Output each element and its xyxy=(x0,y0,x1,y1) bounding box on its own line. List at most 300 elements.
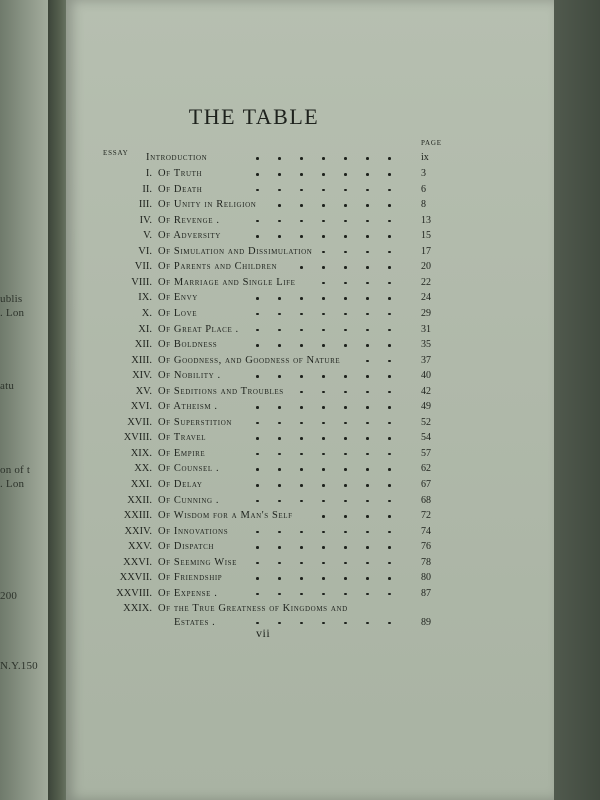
leader-dot xyxy=(300,235,303,238)
leader-dots xyxy=(66,570,442,586)
leader-dot xyxy=(322,204,325,207)
leader-dot xyxy=(278,406,281,409)
toc-entry-page: 54 xyxy=(421,432,431,444)
toc-entry xyxy=(66,197,442,213)
leader-dots xyxy=(66,586,442,602)
toc-entry xyxy=(66,353,442,369)
leader-dot xyxy=(388,391,391,394)
toc-entry xyxy=(66,275,442,291)
leader-dot xyxy=(366,344,369,347)
leader-dots xyxy=(66,539,442,555)
leader-dot xyxy=(322,531,325,534)
toc-entry-page: 62 xyxy=(421,463,431,475)
leader-dots xyxy=(66,150,442,166)
toc-entry-page: 3 xyxy=(421,168,426,179)
toc-entry-numeral: IV. xyxy=(139,214,152,226)
toc-entry xyxy=(66,477,442,493)
leader-dot xyxy=(300,546,303,549)
leader-dot xyxy=(366,515,369,518)
leader-dot xyxy=(366,406,369,409)
leader-dots xyxy=(66,259,442,275)
leader-dot xyxy=(366,173,369,176)
toc-entry-title: Of Travel xyxy=(158,432,207,444)
leader-dot xyxy=(300,189,303,192)
leader-dot xyxy=(388,437,391,440)
toc-entry-page: 67 xyxy=(421,479,431,490)
leader-dot xyxy=(344,515,347,518)
toc-entry-title: Of the True Greatness of Kingdoms and xyxy=(158,603,348,615)
leader-dot xyxy=(366,220,369,223)
leader-dot xyxy=(388,282,391,285)
leader-dot xyxy=(344,173,347,176)
toc-entry xyxy=(66,228,442,244)
leader-dot xyxy=(366,282,369,285)
leader-dot xyxy=(300,204,303,207)
leader-dot xyxy=(300,422,303,425)
toc-entry xyxy=(66,586,442,602)
toc-entry-numeral: XXIX. xyxy=(123,603,152,615)
leader-dot xyxy=(256,546,259,549)
toc-entry xyxy=(66,290,442,306)
toc-entry-title: Of Great Place . xyxy=(158,323,239,335)
leader-dots xyxy=(66,508,442,524)
leader-dot xyxy=(344,329,347,332)
toc-entry-page: 76 xyxy=(421,541,431,553)
leader-dot xyxy=(322,266,325,269)
toc-entry-page: 24 xyxy=(421,292,431,304)
leader-dot xyxy=(388,297,391,300)
leader-dot xyxy=(300,157,303,160)
toc-entry xyxy=(66,555,442,571)
toc-entry-numeral: XX. xyxy=(134,463,152,475)
leader-dot xyxy=(388,577,391,580)
toc-entry-numeral: XVII. xyxy=(127,416,152,428)
leader-dot xyxy=(344,266,347,269)
toc-entry-page: ix xyxy=(421,152,429,163)
leader-dot xyxy=(278,220,281,223)
toc-entry xyxy=(66,337,442,353)
leader-dots xyxy=(66,461,442,477)
toc-entry-page: 89 xyxy=(421,616,431,628)
leader-dot xyxy=(388,593,391,596)
leader-dots xyxy=(66,197,442,213)
toc-entry-numeral: XXI. xyxy=(130,479,152,490)
leader-dot xyxy=(366,500,369,503)
leader-dot xyxy=(322,235,325,238)
leader-dot xyxy=(300,375,303,378)
toc-entry-title: Of Envy xyxy=(158,292,198,304)
toc-entry-title: Of Friendship xyxy=(158,572,223,584)
leader-dot xyxy=(256,220,259,223)
toc-entry xyxy=(66,493,442,509)
leader-dot xyxy=(388,546,391,549)
leader-dot xyxy=(366,266,369,269)
right-background xyxy=(552,0,600,800)
leader-dot xyxy=(300,297,303,300)
leader-dot xyxy=(300,437,303,440)
leader-dot xyxy=(256,297,259,300)
toc-entry-title: Of Goodness, and Goodness of Nature xyxy=(158,354,341,366)
toc-entry-title: Of Superstition xyxy=(158,416,233,428)
leader-dot xyxy=(388,622,391,625)
leader-dot xyxy=(256,577,259,580)
leader-dot xyxy=(344,422,347,425)
leader-dot xyxy=(278,422,281,425)
leader-dots xyxy=(66,337,442,353)
leader-dot xyxy=(322,391,325,394)
toc-entry-title-continued: Estates . xyxy=(174,616,216,628)
leader-dot xyxy=(300,344,303,347)
leader-dot xyxy=(388,173,391,176)
leader-dots xyxy=(66,228,442,244)
leader-dot xyxy=(366,189,369,192)
toc-entry-title: Of Unity in Religion xyxy=(158,199,257,211)
toc-entry-page: 87 xyxy=(421,587,431,599)
leader-dot xyxy=(388,251,391,254)
toc-entry-numeral: XXVIII. xyxy=(116,587,152,599)
leader-dot xyxy=(278,297,281,300)
leader-dot xyxy=(322,453,325,456)
leader-dot xyxy=(388,531,391,534)
toc-entry-numeral: XXII. xyxy=(127,494,152,506)
toc-entry-numeral: XII. xyxy=(134,339,152,351)
previous-page-fragment: . Lon xyxy=(0,307,25,319)
toc-entry-numeral: XVI. xyxy=(130,401,152,413)
leader-dot xyxy=(388,500,391,503)
leader-dot xyxy=(366,235,369,238)
toc-entry-continuation xyxy=(66,615,442,631)
previous-page-fragment: ublis xyxy=(0,293,23,305)
leader-dot xyxy=(256,453,259,456)
leader-dot xyxy=(322,468,325,471)
leader-dot xyxy=(344,484,347,487)
leader-dot xyxy=(366,157,369,160)
leader-dot xyxy=(344,297,347,300)
previous-page xyxy=(0,0,48,800)
toc-entry-page: 17 xyxy=(421,245,431,257)
leader-dots xyxy=(66,306,442,322)
leader-dot xyxy=(278,500,281,503)
toc-entry-numeral: XXIV. xyxy=(124,525,152,537)
leader-dot xyxy=(256,329,259,332)
leader-dot xyxy=(278,344,281,347)
toc-entry xyxy=(66,166,442,182)
essay-column-heading: ESSAY xyxy=(103,149,129,157)
toc-entry-title: Of Empire xyxy=(158,447,206,459)
toc-entry-numeral: XXV. xyxy=(127,541,152,553)
leader-dot xyxy=(344,251,347,254)
toc-entry-numeral: VII. xyxy=(134,261,152,273)
leader-dots xyxy=(66,290,442,306)
previous-page-fragment: 200 xyxy=(0,590,18,602)
leader-dot xyxy=(366,468,369,471)
leader-dot xyxy=(388,329,391,332)
leader-dot xyxy=(388,313,391,316)
toc-entry-title: Of Love xyxy=(158,307,198,319)
leader-dot xyxy=(366,422,369,425)
leader-dot xyxy=(256,189,259,192)
leader-dot xyxy=(300,453,303,456)
toc-entry-title: Of Wisdom for a Man's Self xyxy=(158,510,293,522)
leader-dot xyxy=(366,375,369,378)
leader-dot xyxy=(344,468,347,471)
leader-dot xyxy=(322,422,325,425)
leader-dot xyxy=(322,189,325,192)
leader-dot xyxy=(256,531,259,534)
leader-dot xyxy=(256,437,259,440)
leader-dot xyxy=(366,329,369,332)
leader-dot xyxy=(278,562,281,565)
leader-dot xyxy=(256,173,259,176)
leader-dot xyxy=(322,329,325,332)
leader-dots xyxy=(66,524,442,540)
leader-dot xyxy=(256,313,259,316)
toc-entry-title: Of Seditions and Troubles xyxy=(158,385,284,397)
toc-entry-title: Of Expense . xyxy=(158,587,218,599)
leader-dot xyxy=(256,593,259,596)
toc-entry-title: Of Seeming Wise xyxy=(158,556,238,568)
leader-dot xyxy=(300,329,303,332)
leader-dots xyxy=(66,322,442,338)
leader-dot xyxy=(366,360,369,363)
leader-dot xyxy=(300,500,303,503)
leader-dot xyxy=(278,375,281,378)
toc-entry-title: Of Parents and Children xyxy=(158,261,278,273)
leader-dot xyxy=(366,437,369,440)
toc-entry-numeral: XIX. xyxy=(130,447,152,459)
leader-dot xyxy=(256,235,259,238)
previous-page-fragment: . Lon xyxy=(0,478,25,490)
leader-dot xyxy=(344,562,347,565)
leader-dot xyxy=(388,375,391,378)
toc-entry-numeral: VIII. xyxy=(131,276,152,288)
toc-entry-page: 31 xyxy=(421,323,431,335)
toc-entry-page: 78 xyxy=(421,556,431,568)
leader-dot xyxy=(278,329,281,332)
leader-dot xyxy=(388,484,391,487)
leader-dot xyxy=(322,406,325,409)
toc-entry-title: Of Revenge . xyxy=(158,214,220,226)
toc-entry-page: 8 xyxy=(421,199,426,211)
leader-dot xyxy=(344,235,347,238)
leader-dot xyxy=(366,297,369,300)
toc-entry-numeral: XIV. xyxy=(132,370,152,382)
toc-entry-title: Of Atheism . xyxy=(158,401,218,413)
toc-entry-page: 57 xyxy=(421,447,431,459)
leader-dot xyxy=(322,220,325,223)
leader-dot xyxy=(388,468,391,471)
toc-entry xyxy=(66,306,442,322)
toc-entry xyxy=(66,368,442,384)
leader-dot xyxy=(322,313,325,316)
leader-dot xyxy=(322,562,325,565)
leader-dot xyxy=(344,391,347,394)
leader-dot xyxy=(388,157,391,160)
leader-dot xyxy=(322,375,325,378)
leader-dots xyxy=(66,384,442,400)
toc-entry-title: Of Counsel . xyxy=(158,463,220,475)
leader-dot xyxy=(256,422,259,425)
leader-dots xyxy=(66,399,442,415)
leader-dot xyxy=(344,531,347,534)
toc-entry-numeral: XXIII. xyxy=(123,510,152,522)
toc-entry-page: 49 xyxy=(421,401,431,413)
leader-dot xyxy=(322,282,325,285)
toc-entry-page: 37 xyxy=(421,354,431,366)
toc-entry xyxy=(66,384,442,400)
toc-entry-page: 74 xyxy=(421,525,431,537)
leader-dot xyxy=(256,484,259,487)
toc-entry-numeral: XV. xyxy=(135,385,152,397)
toc-entry-numeral: VI. xyxy=(138,245,152,257)
leader-dot xyxy=(344,593,347,596)
toc-entry-title: Of Nobility . xyxy=(158,370,221,382)
leader-dot xyxy=(366,453,369,456)
leader-dot xyxy=(366,484,369,487)
leader-dot xyxy=(300,313,303,316)
toc-entry-page: 6 xyxy=(421,183,426,195)
leader-dot xyxy=(366,204,369,207)
toc-entry-title: Of Delay xyxy=(158,479,203,490)
toc-entry-title: Of Marriage and Single Life xyxy=(158,276,296,288)
leader-dot xyxy=(322,593,325,596)
toc-entry-title: Of Cunning . xyxy=(158,494,220,506)
leader-dots xyxy=(66,213,442,229)
leader-dot xyxy=(344,344,347,347)
leader-dot xyxy=(322,251,325,254)
toc-entry-numeral: V. xyxy=(143,230,152,242)
leader-dot xyxy=(366,531,369,534)
toc-entry-page: 20 xyxy=(421,261,431,273)
toc-entry-page: 42 xyxy=(421,385,431,397)
leader-dot xyxy=(256,468,259,471)
toc-entry-numeral: XIII. xyxy=(131,354,152,366)
previous-page-fragment: on of t xyxy=(0,464,31,476)
leader-dot xyxy=(278,546,281,549)
leader-dot xyxy=(278,313,281,316)
toc-entry xyxy=(66,182,442,198)
leader-dot xyxy=(322,500,325,503)
toc-entry-title: Of Boldness xyxy=(158,339,218,351)
leader-dots xyxy=(66,368,442,384)
toc-entry xyxy=(66,461,442,477)
leader-dot xyxy=(322,173,325,176)
leader-dot xyxy=(388,360,391,363)
leader-dot xyxy=(344,453,347,456)
leader-dot xyxy=(344,220,347,223)
leader-dot xyxy=(300,391,303,394)
leader-dot xyxy=(256,622,259,625)
leader-dot xyxy=(300,266,303,269)
toc-entry-numeral: I. xyxy=(145,168,152,179)
leader-dot xyxy=(300,622,303,625)
leader-dot xyxy=(322,484,325,487)
leader-dot xyxy=(366,391,369,394)
leader-dot xyxy=(366,562,369,565)
leader-dots xyxy=(66,166,442,182)
toc-entry-title: Of Death xyxy=(158,183,203,195)
leader-dot xyxy=(278,437,281,440)
leader-dot xyxy=(344,437,347,440)
toc-entry-title: Of Dispatch xyxy=(158,541,215,553)
toc-entry-numeral: III. xyxy=(138,199,152,211)
toc-entry-page: 15 xyxy=(421,230,431,242)
leader-dot xyxy=(278,204,281,207)
leader-dots xyxy=(66,477,442,493)
leader-dot xyxy=(388,453,391,456)
leader-dot xyxy=(388,422,391,425)
leader-dot xyxy=(344,204,347,207)
leader-dot xyxy=(256,500,259,503)
toc-entry-numeral: X. xyxy=(141,307,152,319)
leader-dot xyxy=(366,251,369,254)
toc-entry xyxy=(66,244,442,260)
leader-dot xyxy=(278,453,281,456)
leader-dot xyxy=(300,468,303,471)
toc-entry-numeral: IX. xyxy=(138,292,152,304)
toc-entry-page: 35 xyxy=(421,339,431,351)
leader-dot xyxy=(278,157,281,160)
toc-entry-page: 22 xyxy=(421,276,431,288)
toc-entry xyxy=(66,399,442,415)
leader-dot xyxy=(300,593,303,596)
toc-entry xyxy=(66,259,442,275)
leader-dot xyxy=(278,531,281,534)
leader-dots xyxy=(66,446,442,462)
toc-entry xyxy=(66,524,442,540)
leader-dots xyxy=(66,493,442,509)
leader-dot xyxy=(388,266,391,269)
leader-dot xyxy=(366,593,369,596)
leader-dot xyxy=(366,622,369,625)
toc-entry-numeral: XI. xyxy=(138,323,152,335)
leader-dot xyxy=(322,622,325,625)
leader-dot xyxy=(322,344,325,347)
leader-dot xyxy=(344,622,347,625)
leader-dot xyxy=(388,562,391,565)
leader-dot xyxy=(322,546,325,549)
leader-dot xyxy=(344,406,347,409)
leader-dot xyxy=(388,189,391,192)
page-folio: vii xyxy=(256,626,271,640)
leader-dot xyxy=(300,220,303,223)
leader-dot xyxy=(278,484,281,487)
leader-dot xyxy=(366,313,369,316)
leader-dot xyxy=(256,406,259,409)
leader-dot xyxy=(278,468,281,471)
toc-entry xyxy=(66,430,442,446)
leader-dot xyxy=(322,437,325,440)
toc-entry-numeral: XXVII. xyxy=(119,572,152,584)
toc-entry-page: 52 xyxy=(421,416,431,428)
leader-dots xyxy=(66,182,442,198)
leader-dot xyxy=(344,500,347,503)
leader-dot xyxy=(256,562,259,565)
leader-dot xyxy=(344,313,347,316)
leader-dots xyxy=(66,244,442,260)
toc-entry-title: Introduction xyxy=(146,152,208,163)
leader-dot xyxy=(322,297,325,300)
leader-dot xyxy=(322,515,325,518)
leader-dots xyxy=(66,430,442,446)
toc-entry-page: 40 xyxy=(421,370,431,382)
leader-dot xyxy=(278,577,281,580)
leader-dot xyxy=(256,157,259,160)
leader-dot xyxy=(322,157,325,160)
toc-entry xyxy=(66,570,442,586)
leader-dot xyxy=(344,375,347,378)
previous-page-fragment: N.Y.150 xyxy=(0,660,38,672)
